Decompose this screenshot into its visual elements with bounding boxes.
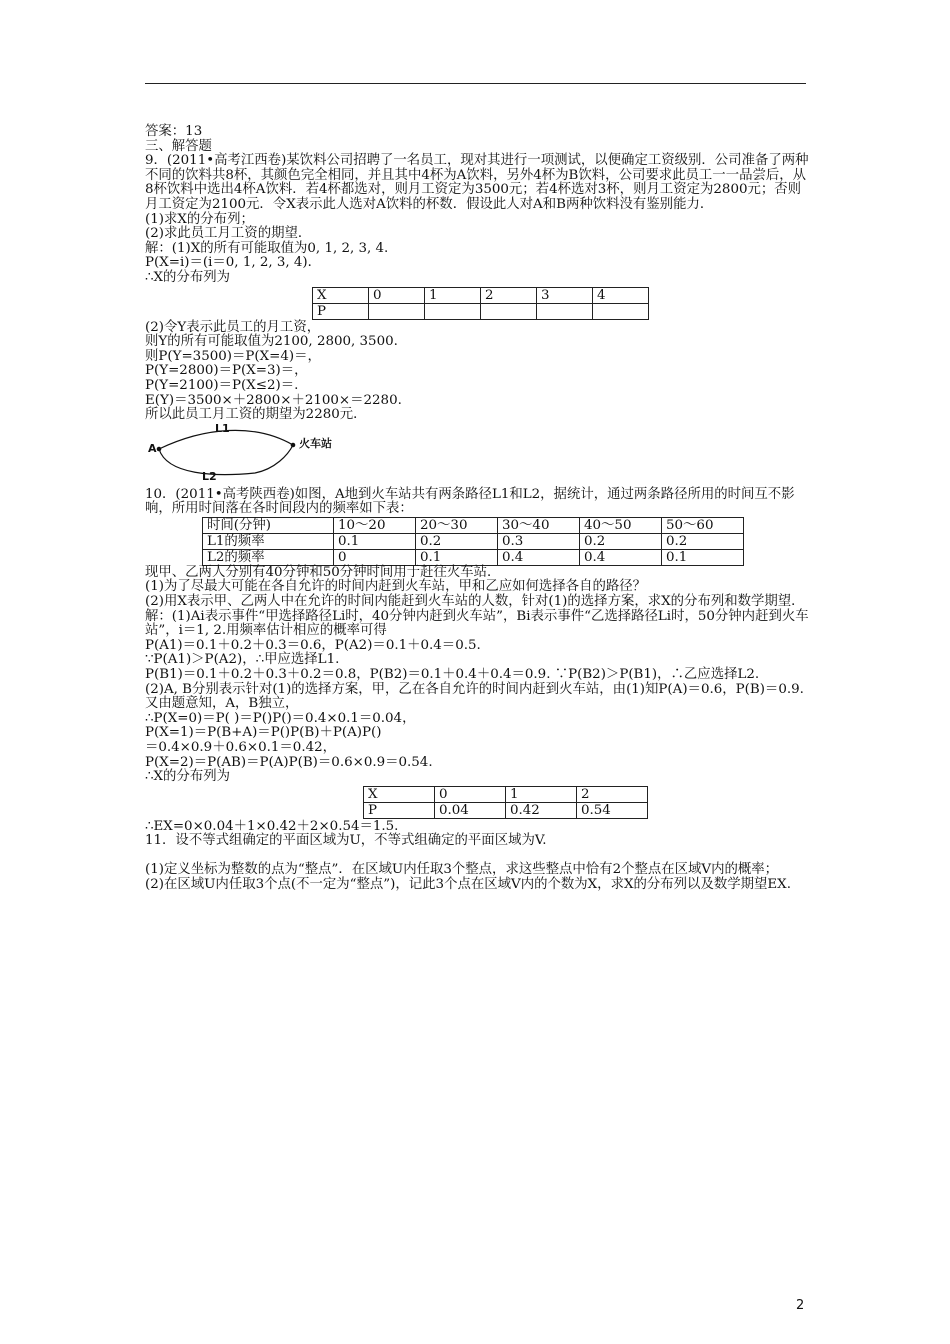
table-cell <box>425 303 481 319</box>
q10-line1: 现甲、乙两人分别有40分钟和50分钟时间用于赶往火车站． <box>145 564 501 580</box>
table-cell: 1 <box>425 287 481 303</box>
table-cell <box>369 303 425 319</box>
table-cell: X <box>364 786 435 802</box>
route-diagram <box>145 421 365 487</box>
table-cell: 40～50 <box>580 517 662 533</box>
q11-part2: (2)在区域U内任取3个点(不一定为“整点”)，记此3个点在区域V内的个数为X，求X的分布列以及数学期望EX. <box>145 876 791 892</box>
q10-line4: 解：(1)Ai表示事件“甲选择路径Li时，40分钟内赶到火车站”，Bi表示事件“乙选择路径Li时，50分钟内赶到火车站”，i＝1, 2.用频率估计相应的概率可得 <box>145 608 809 639</box>
q10-line10: ∴P(X=0)＝P( )＝P()P()＝0.4×0.1＝0.04， <box>145 710 416 726</box>
q11-gap <box>145 849 810 863</box>
q9-distribution-table <box>312 287 649 320</box>
table-cell: 0.2 <box>416 533 498 549</box>
table-cell: 30～40 <box>498 517 580 533</box>
table-cell: 0.1 <box>334 533 416 549</box>
table-cell: 0.2 <box>580 533 662 549</box>
q10-line9: 又由题意知，A，B独立， <box>145 696 299 712</box>
table-cell: 0 <box>435 786 506 802</box>
table-row <box>203 517 744 533</box>
q9-sol10: 所以此员工月工资的期望为2280元． <box>145 407 367 423</box>
q9-sol4: (2)令Y表示此员工的月工资， <box>145 319 321 335</box>
table-cell: P <box>313 303 369 319</box>
table-cell: 0 <box>334 549 416 565</box>
q9-part2: (2)求此员工月工资的期望． <box>145 226 312 242</box>
table-row <box>313 287 649 303</box>
q9-sol8: P(Y=2100)＝P(X≤2)＝. <box>145 377 299 393</box>
table-cell <box>537 303 593 319</box>
table-cell: 0.3 <box>498 533 580 549</box>
table-cell: 20～30 <box>416 517 498 533</box>
table-cell: 0 <box>369 287 425 303</box>
q9-sol5: 则Y的所有可能取值为2100, 2800, 3500. <box>145 334 398 350</box>
route-l2-label: L2 <box>202 469 217 483</box>
route-l1-label: L1 <box>215 421 230 435</box>
route-l2-path <box>159 445 293 475</box>
q9-sol2: P(X=i)＝(i＝0, 1, 2, 3, 4)． <box>145 255 322 271</box>
q10-line11: P(X=1)＝P(B+A)＝P()P(B)＋P(A)P() <box>145 725 382 741</box>
q9-sol1: 解：(1)X的所有可能取值为0, 1, 2, 3, 4. <box>145 240 389 256</box>
q10-text: 10．(2011•高考陕西卷)如图，A地到火车站共有两条路径L1和L2，据统计，通过两条路径所用的时间互不影响，所用时间落在各时间段内的频率如下表： <box>145 486 795 517</box>
table-cell: 10～20 <box>334 517 416 533</box>
q11-part1: (1)定义坐标为整数的点为“整点”．在区域U内任取3个整点，求这些整点中恰有2个整点在区域V内的概率； <box>145 861 779 877</box>
station-dot <box>291 442 296 447</box>
q10-line13: P(X=2)＝P(AB)＝P(A)P(B)＝0.6×0.9＝0.54. <box>145 754 433 770</box>
q9-sol9: E(Y)＝3500×＋2800×＋2100×＝2280. <box>145 392 402 408</box>
table-cell: 0.1 <box>416 549 498 565</box>
table-row <box>203 549 744 565</box>
table-cell: 0.1 <box>662 549 744 565</box>
table-cell: L1的频率 <box>203 533 334 549</box>
table-cell: X <box>313 287 369 303</box>
q10-line5: P(A1)＝0.1＋0.2＋0.3＝0.6，P(A2)＝0.1＋0.4＝0.5. <box>145 637 481 653</box>
table-row <box>203 533 744 549</box>
table-cell: 4 <box>593 287 649 303</box>
q10-line12: ＝0.4×0.9＋0.6×0.1＝0.42， <box>145 740 336 755</box>
station-label: 火车站 <box>299 436 332 450</box>
table-row <box>313 303 649 319</box>
table-cell: 0.4 <box>580 549 662 565</box>
table-cell <box>593 303 649 319</box>
table-cell: P <box>364 802 435 818</box>
table-cell: 2 <box>577 786 648 802</box>
table-cell: 2 <box>481 287 537 303</box>
q10-line8: (2)A, B分别表示针对(1)的选择方案，甲，乙在各自允许的时间内赶到火车站，由(1)知P(A)＝0.6，P(B)＝0.9. <box>145 681 804 697</box>
q11-text: 11．设不等式组确定的平面区域为U，不等式组确定的平面区域为V. <box>145 833 547 849</box>
point-a-label: A <box>148 441 157 455</box>
point-a-dot <box>157 446 162 451</box>
q10-line6: ∵P(A1)＞P(A2)，∴甲应选择L1. <box>145 652 340 668</box>
q9-sol6: 则P(Y=3500)＝P(X=4)＝， <box>145 348 321 364</box>
q10-distribution-table <box>363 786 648 819</box>
table-cell: 50～60 <box>662 517 744 533</box>
table-cell: 0.4 <box>498 549 580 565</box>
table-row <box>364 802 648 818</box>
q9-text: 9．(2011•高考江西卷)某饮料公司招聘了一名员工，现对其进行一项测试，以便确定工资级别．公司准备了两种不同的饮料共8杯，其颜色完全相同，并且其中4杯为A饮料，另外4杯为B饮料，公司要求此员工一一品尝后，从8杯饮料中选出4杯A饮料．若4杯都选对，则月工资定为3500元；若4杯选对3杯，则月工资定为2800元；否则月工资定为2100元．令X表示此人选对A饮料的杯数．假设此人对A和B两种饮料没有鉴别能力． <box>145 153 809 212</box>
table-cell: 3 <box>537 287 593 303</box>
table-row <box>364 786 648 802</box>
q9-sol3: ∴X的分布列为 <box>145 269 231 285</box>
section-heading: 三、解答题 <box>145 138 212 154</box>
answer-line: 答案：13 <box>145 124 203 139</box>
page-content <box>145 125 810 892</box>
q10-line3: (2)用X表示甲、乙两人中在允许的时间内能赶到火车站的人数，针对(1)的选择方案，求X的分布列和数学期望． <box>145 594 805 610</box>
table-cell: 1 <box>506 786 577 802</box>
q10-line15: ∴EX=0×0.04＋1×0.42＋2×0.54＝1.5. <box>145 818 399 834</box>
q10-frequency-table <box>202 517 744 566</box>
route-diagram-svg <box>145 425 365 487</box>
q9-part1: (1)求X的分布列； <box>145 211 254 227</box>
table-cell: 0.2 <box>662 533 744 549</box>
table-cell: 0.04 <box>435 802 506 818</box>
q10-line14: ∴X的分布列为 <box>145 769 231 785</box>
header-rule <box>145 83 806 84</box>
q10-line2: (1)为了尽最大可能在各自允许的时间内赶到火车站，甲和乙应如何选择各自的路径？ <box>145 579 647 595</box>
table-cell <box>481 303 537 319</box>
table-cell: 0.42 <box>506 802 577 818</box>
table-cell: 0.54 <box>577 802 648 818</box>
table-cell: L2的频率 <box>203 549 334 565</box>
page-number: 2 <box>796 1298 805 1313</box>
q10-line7: P(B1)＝0.1＋0.2＋0.3＋0.2＝0.8，P(B2)＝0.1＋0.4＋0.4＝0.9. ∵P(B2)＞P(B1)，∴乙应选择L2. <box>145 667 760 683</box>
table-cell: 时间(分钟) <box>203 517 334 533</box>
q9-sol7: P(Y=2800)＝P(X=3)＝， <box>145 363 308 379</box>
